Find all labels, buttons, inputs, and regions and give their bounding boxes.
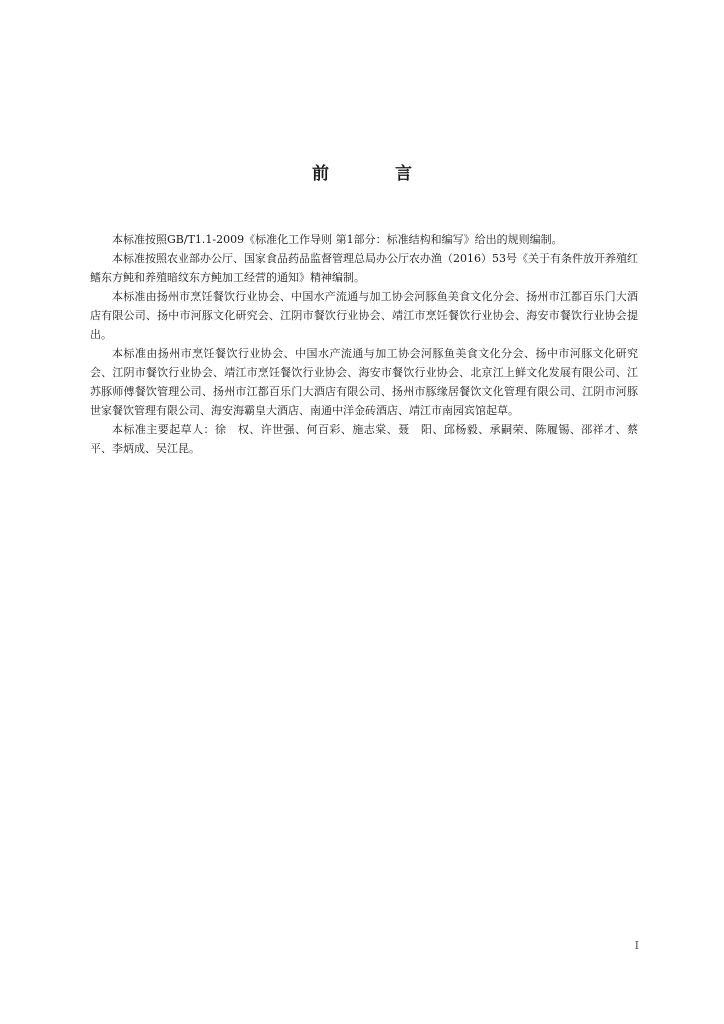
page-number: I <box>634 939 639 952</box>
page-title: 前 言 <box>312 164 442 184</box>
paragraph-proposed-by: 本标准由扬州市烹饪餐饮行业协会、中国水产流通与加工协会河豚鱼美食文化分会、扬州市江都百乐门大酒店有限公司、扬中市河豚文化研究会、江阴市餐饮行业协会、靖江市烹饪餐饮行业协会、海安市餐饮行业协会提出。 <box>90 290 638 341</box>
paragraph-drafting-units: 本标准由扬州市烹饪餐饮行业协会、中国水产流通与加工协会河豚鱼美食文化分会、扬中市河豚文化研究会、江阴市餐饮行业协会、靖江市烹饪餐饮行业协会、海安市餐饮行业协会、北京江上鲜文化发展有限公司、江苏豚师傅餐饮管理公司、扬州市江都百乐门大酒店有限公司、扬州市豚缘居餐饮文化管理有限公司、江阴市河豚世家餐饮管理有限公司、海安海霸皇大酒店、南通中洋金砖酒店、靖江市南园宾馆起草。 <box>90 347 638 417</box>
foreword-body <box>90 230 649 458</box>
paragraph-drafting-rules: 本标准按照GB/T1.1-2009《标准化工作导则 第1部分：标准结构和编写》给出的规则编制。 <box>112 233 563 246</box>
paragraph-basis-notice: 本标准按照农业部办公厅、国家食品药品监督管理总局办公厅农办渔（2016）53号《关于有条件放开养殖红鳍东方鲀和养殖暗纹东方鲀加工经营的通知》精神编制。 <box>90 252 638 284</box>
paragraph-main-drafters: 本标准主要起草人：徐 权、许世强、何百彩、施志棠、聂 阳、邱杨毅、承嗣荣、陈履锡、邵祥才、蔡 平、李炳成、吴江昆。 <box>90 423 649 455</box>
